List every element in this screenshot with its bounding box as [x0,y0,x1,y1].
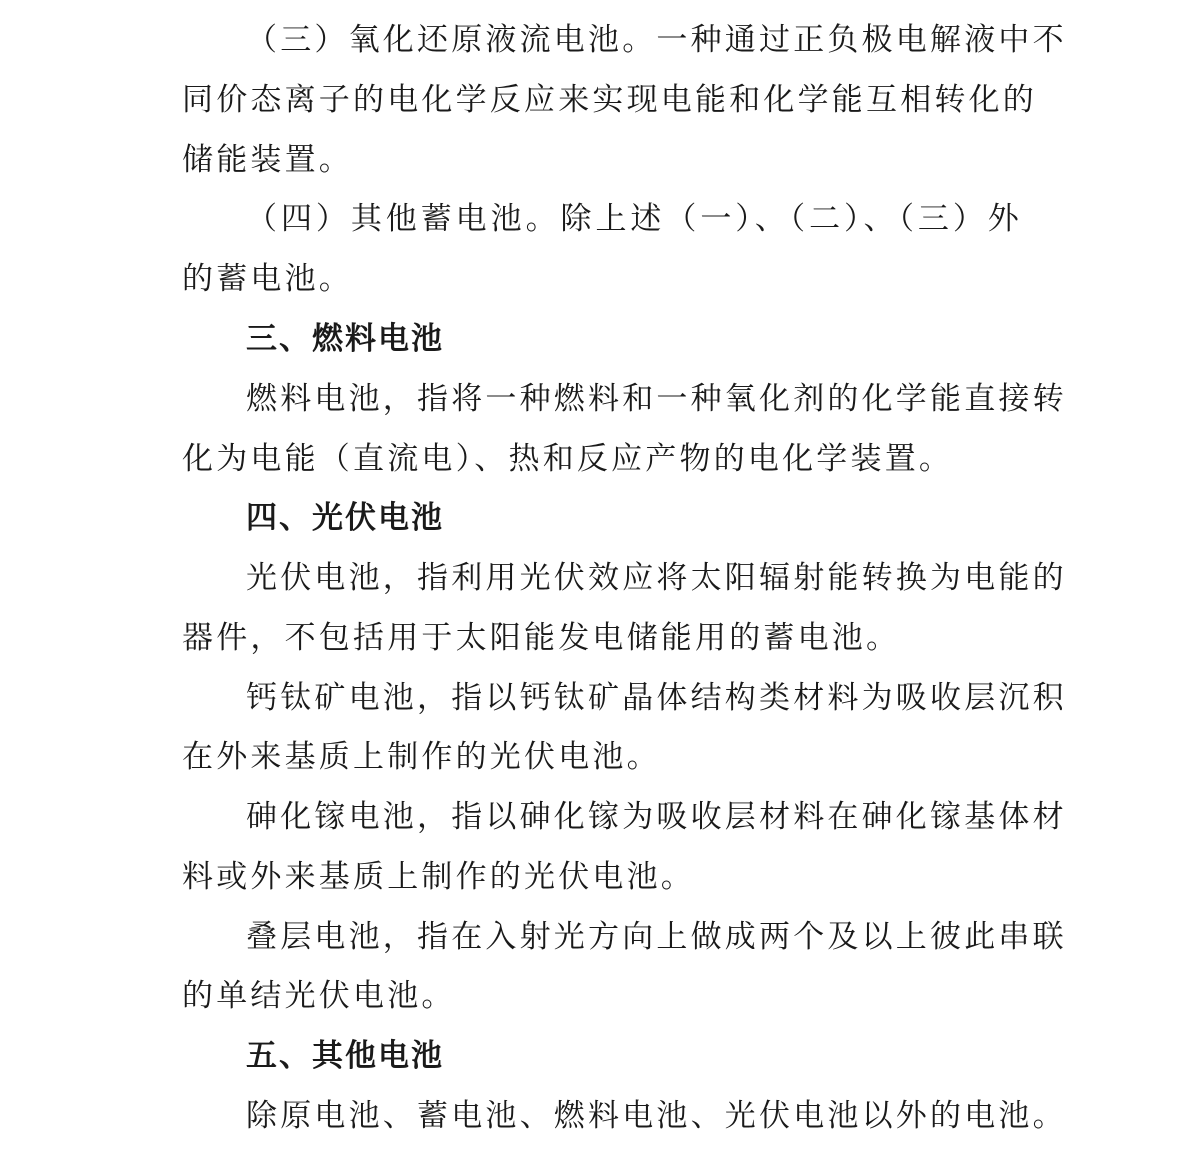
paragraph-redox-flow-line-2: 同价态离子的电化学反应来实现电能和化学能互相转化的 [182,82,1037,118]
paragraph-fuel-cell-line-2: 化为电能（直流电）、热和反应产物的电化学装置。 [182,441,954,477]
paragraph-perovskite-line-2: 在外来基质上制作的光伏电池。 [182,739,661,775]
paragraph-fuel-cell-line-1: 燃料电池，指将一种燃料和一种氧化剂的化学能直接转 [246,381,1067,417]
paragraph-redox-flow-line-3: 储能装置。 [182,142,353,178]
paragraph-pv-line-2: 器件，不包括用于太阳能发电储能用的蓄电池。 [182,620,901,656]
section-heading-pv-cell: 四、光伏电池 [246,500,444,536]
paragraph-other-storage-line-1: （四）其他蓄电池。除上述（一）、（二）、（三）外 [246,201,1022,237]
paragraph-pv-line-1: 光伏电池，指利用光伏效应将太阳辐射能转换为电能的 [246,560,1067,596]
section-heading-fuel-cell: 三、燃料电池 [246,321,444,357]
paragraph-other-line-1: 除原电池、蓄电池、燃料电池、光伏电池以外的电池。 [246,1098,1067,1134]
paragraph-gaas-line-2: 料或外来基质上制作的光伏电池。 [182,859,695,895]
paragraph-perovskite-line-1: 钙钛矿电池，指以钙钛矿晶体结构类材料为吸收层沉积 [246,680,1067,716]
paragraph-other-storage-line-2: 的蓄电池。 [182,261,353,297]
section-heading-other-cell: 五、其他电池 [246,1038,444,1074]
paragraph-gaas-line-1: 砷化镓电池，指以砷化镓为吸收层材料在砷化镓基体材 [246,799,1067,835]
paragraph-redox-flow-line-1: （三）氧化还原液流电池。一种通过正负极电解液中不 [246,22,1067,58]
paragraph-tandem-line-2: 的单结光伏电池。 [182,978,456,1014]
paragraph-tandem-line-1: 叠层电池，指在入射光方向上做成两个及以上彼此串联 [246,919,1067,955]
